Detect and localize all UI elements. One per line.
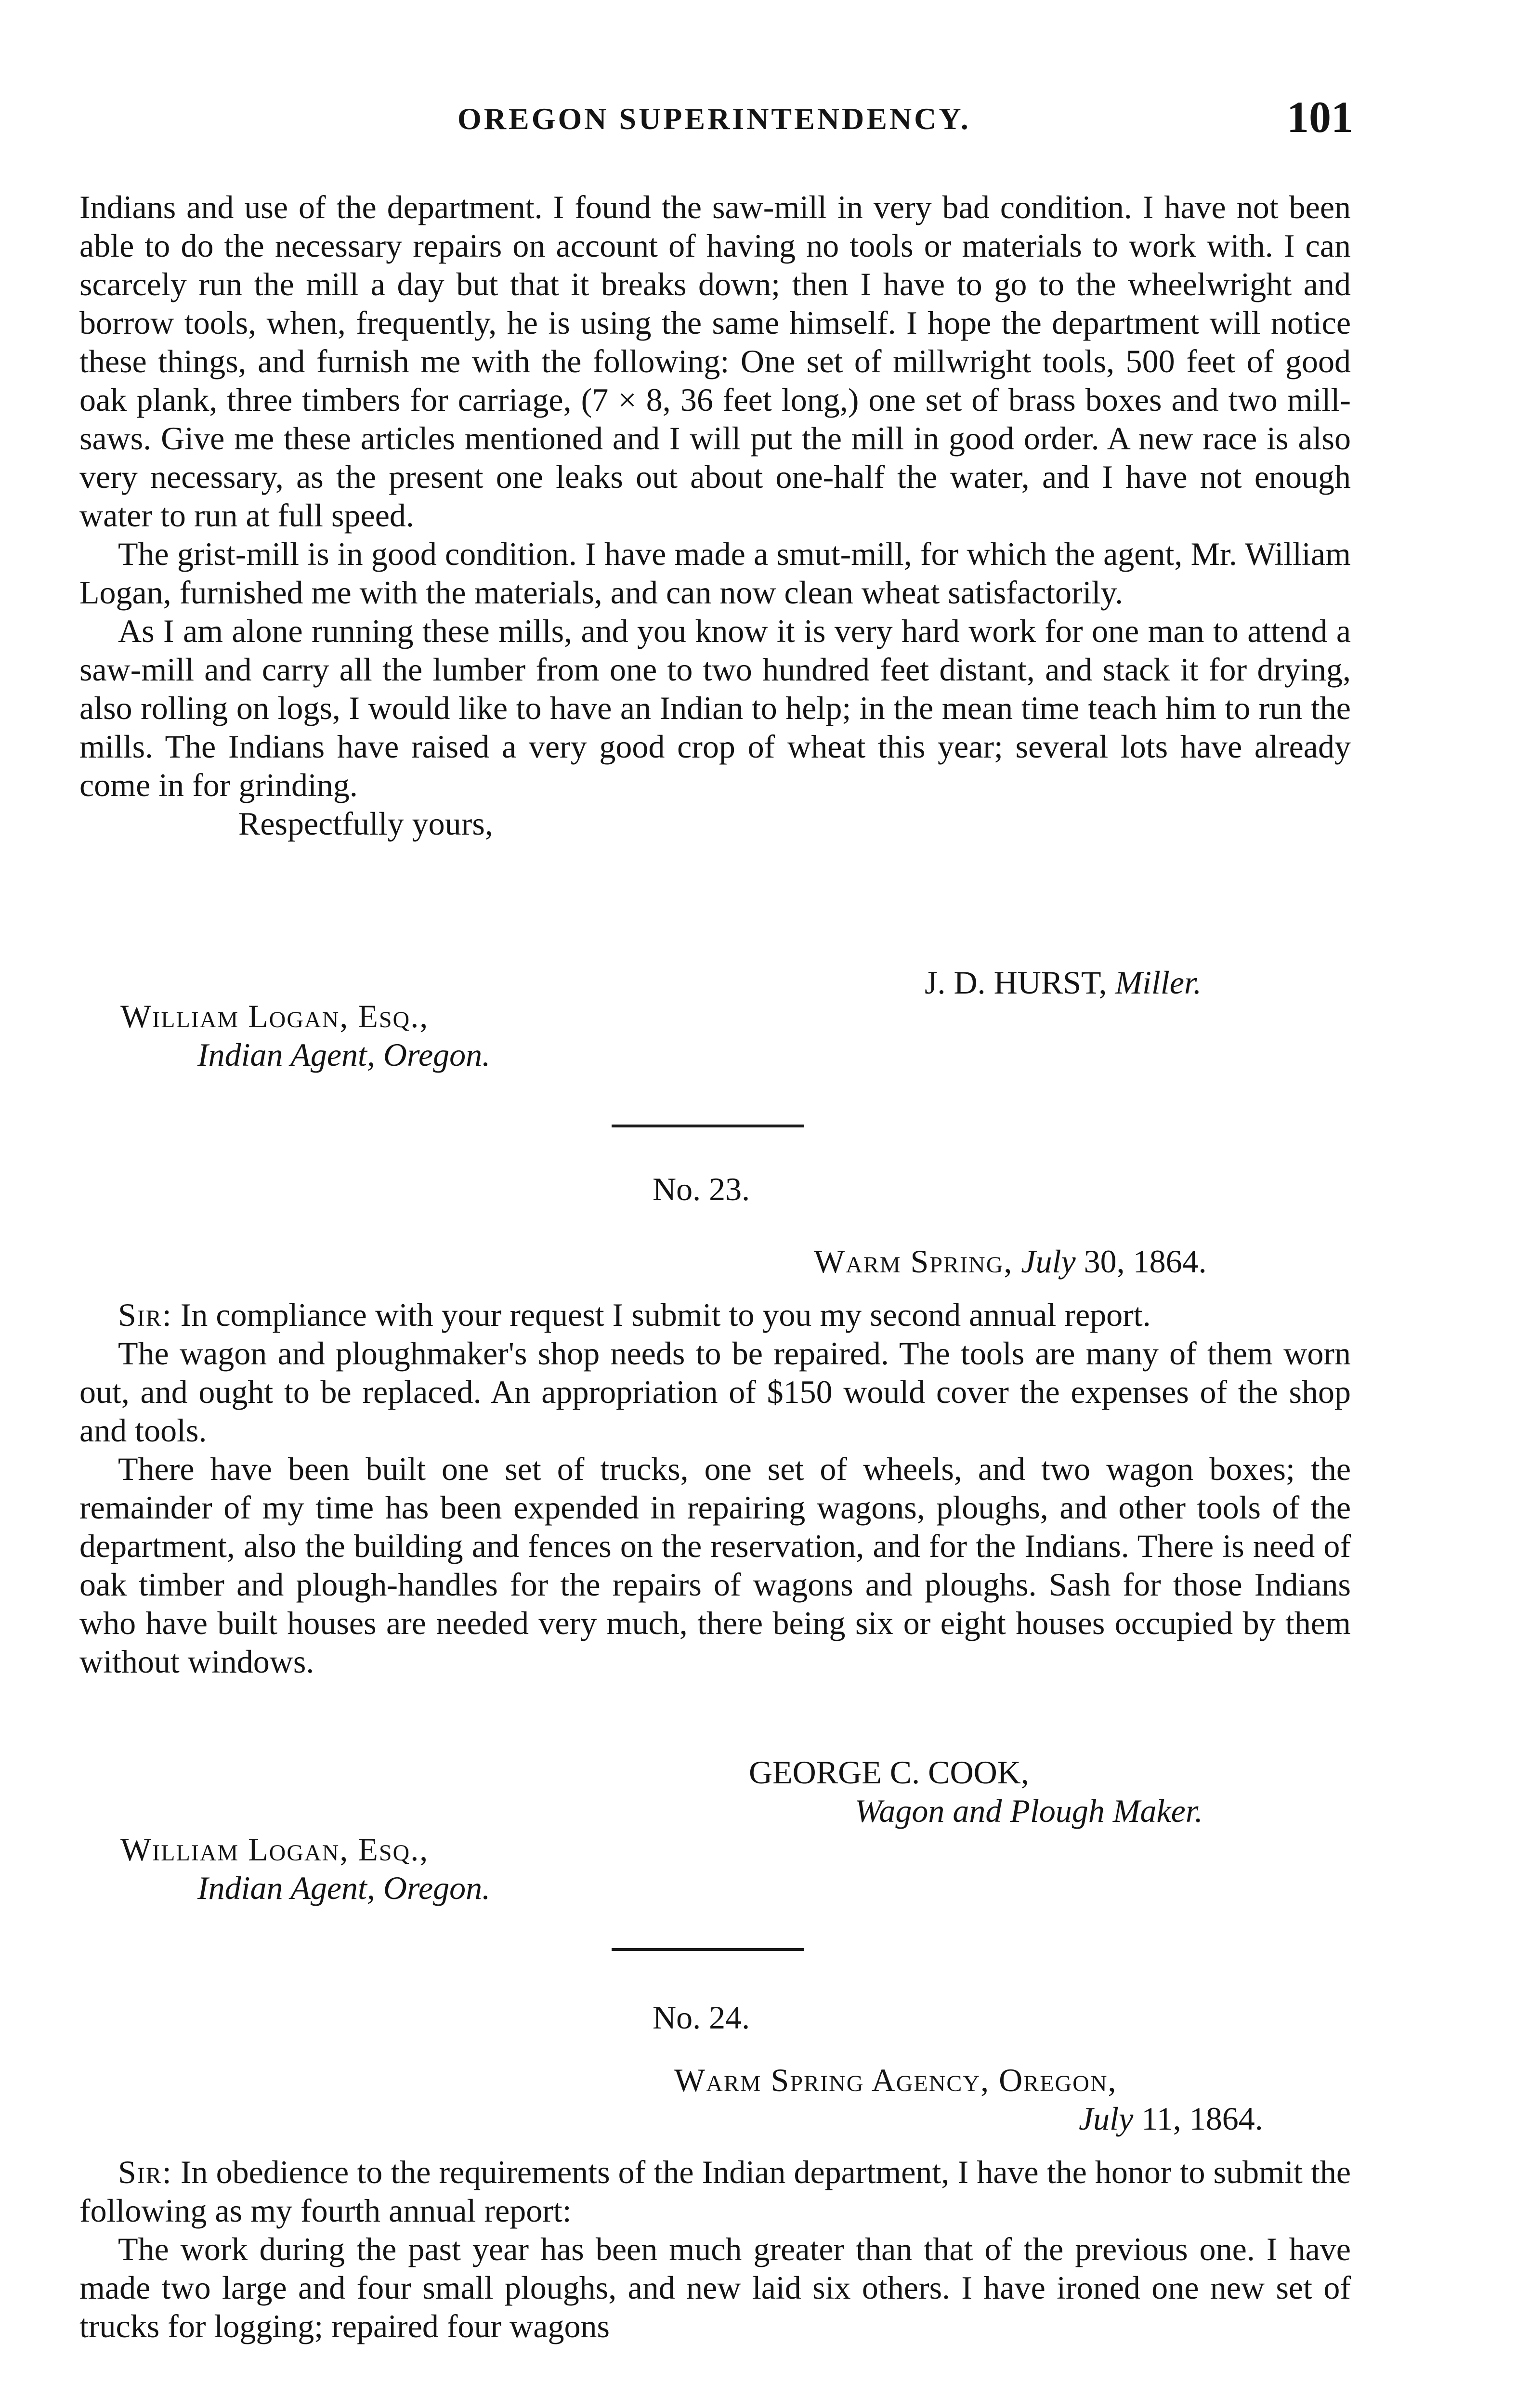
section-divider-1 (612, 1125, 804, 1127)
letter-24-date-month: July (1079, 2100, 1134, 2137)
letter-23-signature (749, 1753, 1203, 1830)
letter-22-paragraph-3: As I am alone running these mills, and you know it is very hard work for one man to attend a saw-mill and carry all the lumber from one to two hundred feet distant, and stack it for drying, also rolling on logs, I would like to have an Indian to help; in the mean time teach him to run the mills. The Indians have raised a very good crop of wheat this year; several lots have already come in for grinding. (79, 613, 1351, 803)
letter-24-paragraph-1 (79, 2153, 1351, 2230)
letter-22-paragraph-1: Indians and use of the department. I found the saw-mill in very bad condition. I have not been able to do the necessary repairs on account of having no tools or materials to work with. I can scarcely run the mill a day but that it breaks down; then I have to go to the wheelwright and borrow tools, when, frequently, he is using the same himself. I hope the department will notice these things, and furnish me with the following: One set of millwright tools, 500 feet of good oak plank, three timbers for carriage, (7 × 8, 36 feet long,) one set of brass boxes and two mill-saws. Give me these articles mentioned and I will put the mill in good order. A new race is also very necessary, as the present one leaks out about one-half the water, and I have not enough water to run at full speed. (79, 189, 1351, 534)
page-header (77, 92, 1353, 149)
letter-22-signer-role: Miller. (1115, 964, 1202, 1001)
letter-23-dateline (814, 1243, 1207, 1281)
letter-24-paragraph-1-text: In obedience to the requirements of the Indian department, I have the honor to submit the following as my fourth annual report: (79, 2154, 1351, 2229)
letter-22-signature (925, 963, 1202, 1002)
letter-23-place: Warm Spring, (814, 1243, 1013, 1280)
running-head: OREGON SUPERINTENDENCY. (457, 102, 971, 136)
letter-22-signer-name: J. D. HURST, (925, 964, 1107, 1001)
letter-23-paragraph-3: There have been built one set of trucks, one set of wheels, and two wagon boxes; the remainder of my time has been expended in repairing wagons, ploughs, and other tools of the department, also the building and fences on the reservation, and for the Indians. There is need of oak timber and plough-handles for the repairs of wagons and ploughs. Sash for those Indians who have built houses are needed very much, there being six or eight houses occupied by them without windows. (79, 1451, 1351, 1680)
letter-23-signer-role: Wagon and Plough Maker. (855, 1793, 1203, 1829)
letter-22-paragraph-2: The grist-mill is in good condition. I have made a smut-mill, for which the agent, Mr. William Logan, furnished me with the materials, and can now clean wheat satisfactorily. (79, 536, 1351, 611)
letter-23-paragraph-1 (79, 1296, 1351, 1334)
letter-23-paragraph-2: The wagon and ploughmaker's shop needs to be repaired. The tools are many of them worn out, and ought to be replaced. An appropriation of $150 would cover the expenses of the shop and tools. (79, 1335, 1351, 1449)
letter-23-salutation: Sir: (118, 1296, 172, 1333)
letter-24-place: Warm Spring Agency, Oregon, (674, 2062, 1117, 2098)
letter-22-body (79, 188, 1351, 843)
letter-23-body (79, 1296, 1351, 1681)
letter-23-date-month: July (1021, 1243, 1076, 1280)
letter-24-paragraph-2: The work during the past year has been much greater than that of the previous one. I have made two large and four small ploughs, and new laid six others. I have ironed one new set of trucks for logging; repaired four wagons (79, 2231, 1351, 2344)
letter-24-date-rest: 11, 1864. (1141, 2100, 1263, 2137)
letter-23-paragraph-1-text: In compliance with your request I submit to you my second annual report. (180, 1296, 1151, 1333)
letter-24-salutation: Sir: (118, 2154, 172, 2190)
letter-23-addressee-name: William Logan, Esq., (120, 1831, 429, 1868)
letter-23-addressee-role: Indian Agent, Oregon. (197, 1870, 491, 1906)
letter-23-date-rest: 30, 1864. (1084, 1243, 1207, 1280)
letter-22-addressee-name: William Logan, Esq., (120, 998, 429, 1034)
letter-24-body (79, 2153, 1351, 2345)
section-divider-2 (612, 1948, 804, 1951)
letter-23-signer-name: GEORGE C. COOK, (749, 1754, 1029, 1791)
letter-23-number: No. 23. (653, 1171, 750, 1207)
letter-24-number: No. 24. (653, 1999, 750, 2036)
letter-23-addressee (120, 1830, 490, 1907)
page-number: 101 (1287, 92, 1353, 142)
letter-22-closing: Respectfully yours, (238, 805, 493, 842)
letter-24-dateline-date (1079, 2100, 1263, 2138)
letter-24-dateline-place (674, 2061, 1117, 2099)
letter-22-addressee (120, 997, 490, 1074)
letter-22-addressee-role: Indian Agent, Oregon. (197, 1036, 491, 1073)
